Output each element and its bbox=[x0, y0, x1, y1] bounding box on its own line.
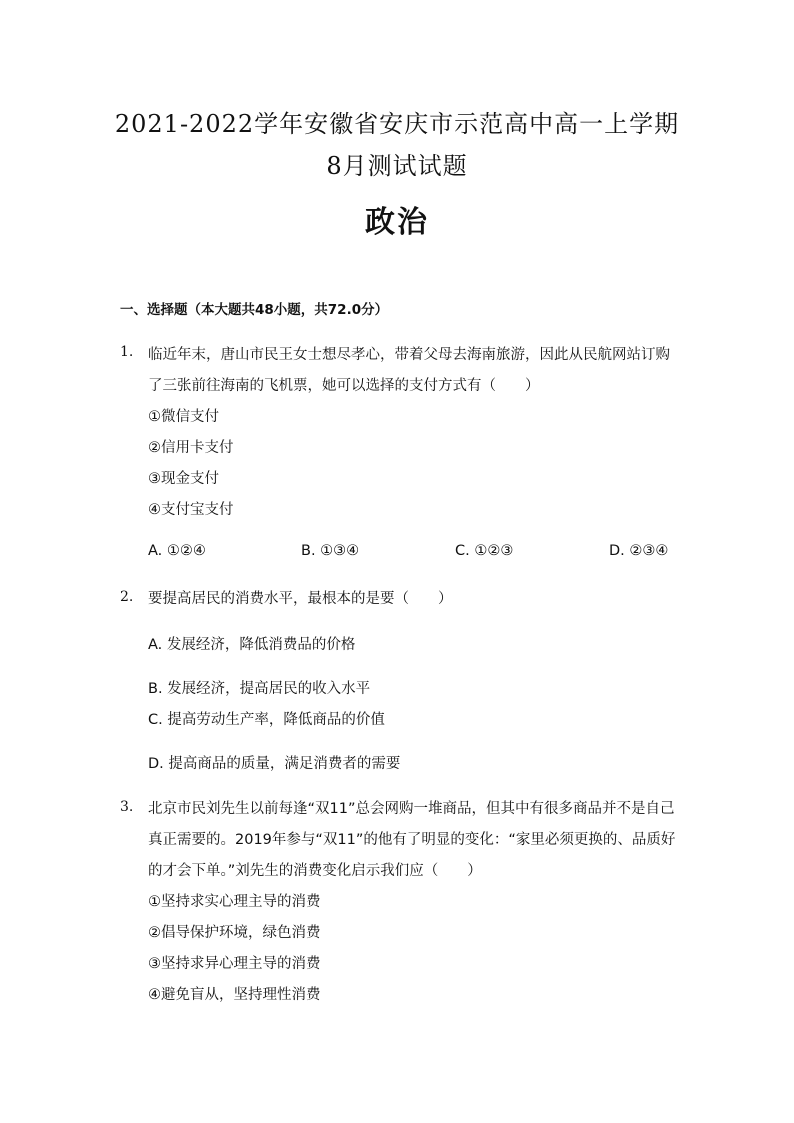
exam-title-line-2: 8月测试试题 bbox=[326, 152, 468, 180]
question-3-stem-line-1: 北京市民刘先生以前每逢“双11”总会网购一堆商品，但其中有很多商品并不是自己 bbox=[148, 801, 675, 817]
question-2-option-a: A. 发展经济，降低消费品的价格 bbox=[148, 637, 356, 653]
question-1-statement-3: ③现金支付 bbox=[148, 471, 219, 487]
section-heading: 一、选择题（本大题共48小题，共72.0分） bbox=[120, 302, 389, 318]
question-3-statement-3: ③坚持求异心理主导的消费 bbox=[148, 956, 321, 972]
question-2-number: 2. bbox=[120, 589, 134, 605]
question-3-stem-line-2: 真正需要的。2019年参与“双11”的他有了明显的变化：“家里必须更换的、品质好 bbox=[148, 832, 676, 848]
question-3-statement-2: ②倡导保护环境，绿色消费 bbox=[148, 925, 321, 941]
question-3-statement-4: ④避免盲从，坚持理性消费 bbox=[148, 987, 321, 1003]
question-2-option-d: D. 提高商品的质量，满足消费者的需要 bbox=[148, 756, 401, 772]
question-2-option-c: C. 提高劳动生产率，降低商品的价值 bbox=[148, 712, 385, 728]
question-1-option-b: B. ①③④ bbox=[301, 543, 360, 559]
exam-title-line-1: 2021-2022学年安徽省安庆市示范高中高一上学期 bbox=[114, 110, 680, 138]
question-1-stem-line-2: 了三张前往海南的飞机票，她可以选择的支付方式有（ ） bbox=[148, 378, 540, 394]
question-1-option-c: C. ①②③ bbox=[455, 543, 514, 559]
question-1-option-a: A. ①②④ bbox=[148, 543, 206, 559]
question-1-option-d: D. ②③④ bbox=[609, 543, 669, 559]
question-2-option-b: B. 发展经济，提高居民的收入水平 bbox=[148, 681, 371, 697]
question-1-statement-2: ②信用卡支付 bbox=[148, 440, 234, 456]
question-1-stem-line-1: 临近年末，唐山市民王女士想尽孝心，带着父母去海南旅游，因此从民航网站订购 bbox=[148, 347, 670, 363]
question-1-statement-4: ④支付宝支付 bbox=[148, 502, 234, 518]
question-3-stem-line-3: 的才会下单。”刘先生的消费变化启示我们应（ ） bbox=[148, 863, 482, 879]
question-2-stem: 要提高居民的消费水平，最根本的是要（ ） bbox=[148, 591, 453, 607]
question-1-number: 1. bbox=[120, 344, 134, 360]
question-3-number: 3. bbox=[120, 799, 134, 815]
question-3-statement-1: ①坚持求实心理主导的消费 bbox=[148, 894, 321, 910]
question-1-statement-1: ①微信支付 bbox=[148, 409, 219, 425]
subject-title: 政治 bbox=[365, 205, 429, 240]
